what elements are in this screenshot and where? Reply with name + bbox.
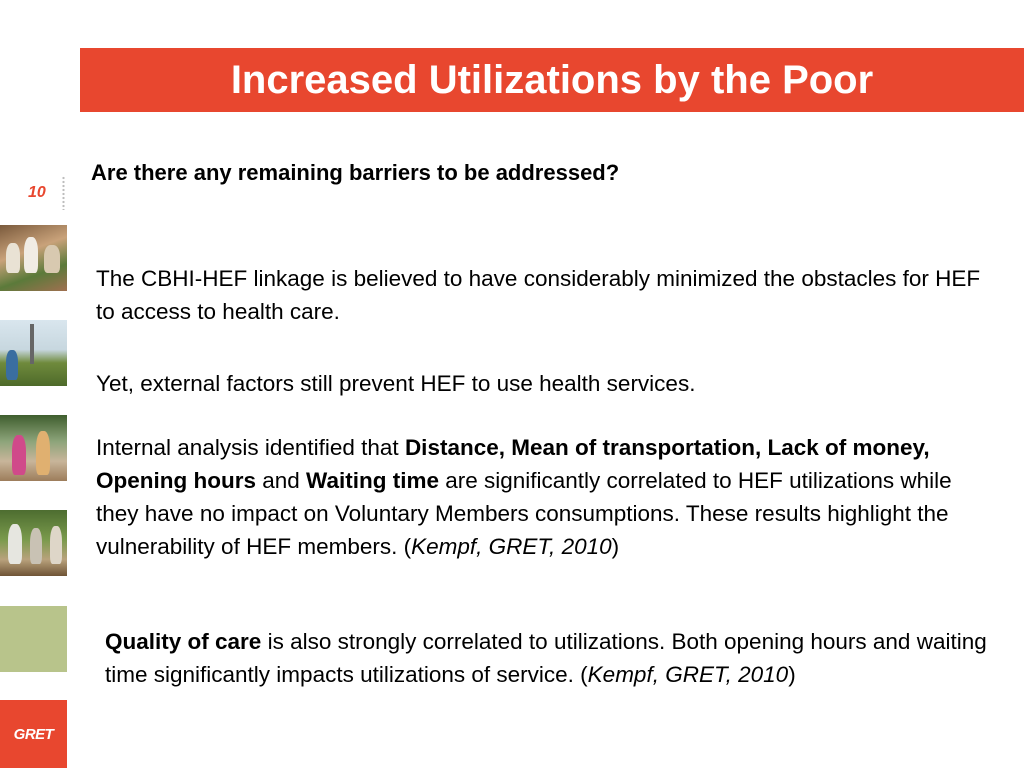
paragraph-quality-of-care — [105, 625, 1005, 691]
slide-subtitle: Are there any remaining barriers to be addressed? — [91, 160, 620, 185]
paragraph-linkage: The CBHI-HEF linkage is believed to have considerably minimized the obstacles for HEF to access to health care. — [96, 266, 981, 324]
p3-citation: Kempf, GRET, 2010 — [411, 534, 612, 559]
dotted-divider — [62, 176, 65, 210]
p3-bold-waiting-time: Waiting time — [306, 468, 439, 493]
p3-and: and — [256, 468, 307, 493]
p3-close: ) — [611, 534, 620, 559]
logo-text: GRET — [13, 725, 54, 743]
p4-close: ) — [788, 662, 796, 687]
p4-bold-quality: Quality of care — [105, 629, 262, 654]
photo-thumbnail-group-meeting — [0, 225, 67, 291]
p3-rest: are significantly correlated to HEF utilizations while they have no impact on Voluntary Members consumptions. These results highlight the vulnerability of HEF members. ( — [96, 468, 952, 559]
p3-intro: Internal analysis identified that — [96, 435, 405, 460]
p4-citation: Kempf, GRET, 2010 — [587, 662, 789, 687]
photo-thumbnail-field-workers — [0, 510, 67, 576]
slide-title: Increased Utilizations by the Poor — [230, 57, 874, 102]
gret-logo — [0, 700, 67, 768]
p3-bold-factors: Distance, Mean of transportation, Lack of money, Opening hours — [96, 435, 930, 493]
paragraph-internal-analysis — [96, 431, 996, 563]
slide-title-bar — [80, 48, 1024, 112]
paragraph-external-factors: Yet, external factors still prevent HEF to use health services. — [96, 371, 696, 396]
page-number: 10 — [28, 184, 46, 201]
decorative-green-block — [0, 606, 67, 672]
photo-thumbnail-windmill — [0, 320, 67, 386]
p4-rest: is also strongly correlated to utilizations. Both opening hours and waiting time significantly impacts utilizations of service. ( — [105, 629, 987, 687]
photo-thumbnail-village-women — [0, 415, 67, 481]
